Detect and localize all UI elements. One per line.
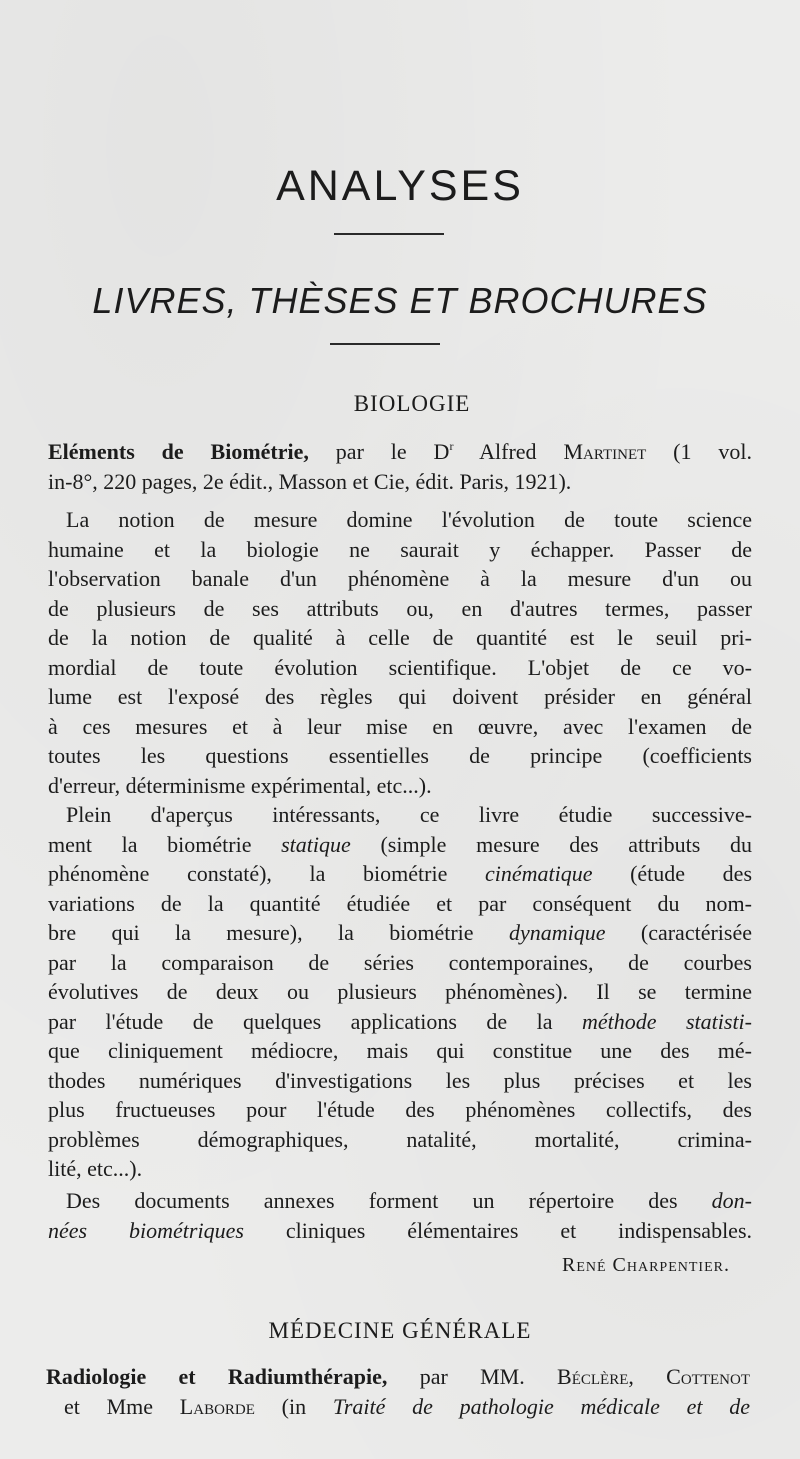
text-line: thodes numériques d'investigations les plus précises et les xyxy=(48,1067,752,1093)
book-title: Eléments de Biométrie, xyxy=(48,439,309,464)
text-line: La notion de mesure domine l'évolution de toute science xyxy=(66,507,752,532)
section-title-biologie: BIOLOGIE xyxy=(353,391,471,416)
book-title: Radiologie et Radiumthérapie, xyxy=(46,1364,388,1389)
text-line: de la notion de qualité à celle de quantité est le seuil pri- xyxy=(48,625,752,650)
text-line: lité, etc...). xyxy=(48,1156,143,1181)
text-line: plus fructueuses pour l'étude des phénomènes collectifs, des xyxy=(48,1097,752,1122)
review-paragraph-2 xyxy=(48,800,752,1184)
book-reference-biometrie xyxy=(48,437,752,496)
reference-line-1: Radiologie et Radiumthérapie, par MM. Béclère, Cottenot xyxy=(46,1364,750,1389)
text-line: variations de la quantité étudiée et par conséquent du nom- xyxy=(48,890,752,916)
text-line: mordial de toute évolution scientifique. L'objet de ce vo- xyxy=(48,654,752,680)
text-line: bre qui la mesure), la biométrie dynamique (caractérisée xyxy=(48,920,752,945)
author-name: Laborde xyxy=(179,1393,255,1419)
page-subtitle: LIVRES, THÈSES ET BROCHURES xyxy=(92,280,708,321)
author-name: Martinet xyxy=(563,439,647,464)
text-line: lume est l'exposé des règles qui doivent présider en général xyxy=(48,684,752,709)
text-line: Plein d'aperçus intéressants, ce livre étudie successive- xyxy=(66,802,752,827)
review-paragraph-3 xyxy=(48,1186,752,1245)
text-line: par l'étude de quelques applications de la méthode statisti- xyxy=(48,1008,752,1034)
section-title-medecine-generale: MÉDECINE GÉNÉRALE xyxy=(268,1318,532,1343)
reference-line-2: et Mme Laborde (in Traité de pathologie médicale et de xyxy=(64,1393,750,1419)
text-line: Des documents annexes forment un répertoire des don- xyxy=(66,1188,752,1213)
text-line: par la comparaison de séries contemporaines, de courbes xyxy=(48,949,752,975)
text-line: ment la biométrie statique (simple mesure des attributs du xyxy=(48,831,752,857)
text-line: à ces mesures et à leur mise en œuvre, avec l'examen de xyxy=(48,713,752,739)
text-line: que cliniquement médiocre, mais qui constitue une des mé- xyxy=(48,1038,752,1063)
text-line: d'erreur, déterminisme expérimental, etc...). xyxy=(48,772,432,798)
text-line: toutes les questions essentielles de principe (coefficients xyxy=(48,743,752,768)
author-name: Cottenot xyxy=(666,1364,750,1389)
reference-line-2: in-8°, 220 pages, 2e édit., Masson et Cie, édit. Paris, 1921). xyxy=(48,468,572,494)
text-line: nées biométriques cliniques élémentaires et indispensables. xyxy=(48,1217,753,1243)
book-reference-radiologie xyxy=(46,1362,750,1421)
text-line: humaine et la biologie ne saurait y échapper. Passer de xyxy=(48,536,752,562)
review-paragraph-1 xyxy=(48,505,752,800)
subtitle-divider xyxy=(330,343,440,345)
text-line: de plusieurs de ses attributs ou, en d'autres termes, passer xyxy=(48,595,752,621)
text-line: phénomène constaté), la biométrie cinématique (étude des xyxy=(48,861,753,886)
text-line: problèmes démographiques, natalité, mortalité, crimina- xyxy=(48,1126,752,1152)
reference-line-1: Eléments de Biométrie, par le $D^r$ Alfred Martinet (1 vol. xyxy=(48,439,753,464)
title-divider xyxy=(334,233,444,235)
page-title: ANALYSES xyxy=(276,162,524,210)
text-line: évolutives de deux ou plusieurs phénomènes). Il se termine xyxy=(48,979,752,1004)
reviewer-signature: René Charpentier. xyxy=(561,1254,730,1276)
text-line: l'observation banale d'un phénomène à la mesure d'un ou xyxy=(48,566,752,591)
author-name: Béclère xyxy=(557,1364,629,1389)
